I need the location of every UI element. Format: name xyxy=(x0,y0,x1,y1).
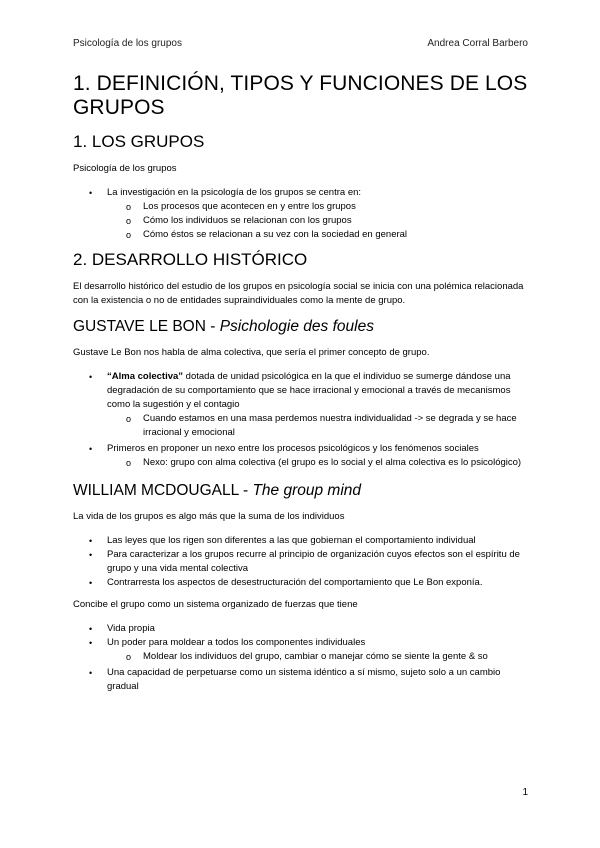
bullet-dot: • xyxy=(89,372,93,382)
sublist xyxy=(107,412,533,440)
sublist xyxy=(107,650,533,664)
list-item-text: Una capacidad de perpetuarse como un sistema idéntico a sí mismo, sujeto solo a un cambio gradual xyxy=(107,667,501,692)
bullet-dot: • xyxy=(89,188,93,198)
list-sistema xyxy=(73,622,533,694)
bullet-dot: • xyxy=(89,624,93,634)
header-right: Andrea Corral Barbero xyxy=(427,38,528,49)
section-heading-desarrollo: 2. DESARROLLO HISTÓRICO xyxy=(73,250,308,269)
list-item-text: Primeros en proponer un nexo entre los procesos psicológicos y los fenómenos sociales xyxy=(107,443,479,454)
paragraph-lebon: Gustave Le Bon nos habla de alma colectiva, que sería el primer concepto de grupo. xyxy=(73,347,430,358)
header-left: Psicología de los grupos xyxy=(73,38,182,49)
bullet-dot: • xyxy=(89,536,93,546)
bullet-dot: • xyxy=(89,638,93,648)
sublist-item xyxy=(107,214,533,228)
sublist xyxy=(107,200,533,242)
paragraph-desarrollo: El desarrollo histórico del estudio de los grupos en psicología social se inicia con una polémica relacionada con la existencia o no de entidades supraindividuales como la mente de grupo. xyxy=(73,281,524,306)
list-item-text: La investigación en la psicología de los grupos se centra en: xyxy=(107,187,362,198)
sublist-item xyxy=(107,456,533,470)
bullet-dot: • xyxy=(89,550,93,560)
bullet-circle: o xyxy=(126,414,132,424)
subheading-psicologia: Psicología de los grupos xyxy=(73,163,177,174)
sublist-item-text: Cuando estamos en una masa perdemos nuestra individualidad -> se degrada y se hace irracional y emocional xyxy=(143,413,517,438)
author-name: GUSTAVE LE BON - xyxy=(73,318,220,335)
work-title: Psichologie des foules xyxy=(219,318,374,335)
paragraph-concibe: Concibe el grupo como un sistema organizado de fuerzas que tiene xyxy=(73,599,358,610)
alma-colectiva-term: “Alma colectiva” xyxy=(107,371,184,382)
sublist-item xyxy=(107,412,533,440)
list-item xyxy=(73,622,533,636)
bullet-circle: o xyxy=(126,652,132,662)
bullet-circle: o xyxy=(126,216,132,226)
list-item-text: Para caracterizar a los grupos recurre al principio de organización cuyos efectos son el espíritu de grupo y una vida mental colectiva xyxy=(107,549,520,574)
sublist-item xyxy=(107,650,533,664)
page-number: 1 xyxy=(522,787,528,798)
sublist xyxy=(107,456,533,470)
sublist-item-text: Cómo los individuos se relacionan con los grupos xyxy=(143,215,352,226)
bullet-dot: • xyxy=(89,578,93,588)
list-item xyxy=(73,370,533,440)
section-heading-grupos: 1. LOS GRUPOS xyxy=(73,132,205,151)
bullet-dot: • xyxy=(89,444,93,454)
list-item xyxy=(73,666,533,694)
list-item xyxy=(73,534,533,548)
work-title: The group mind xyxy=(252,482,361,499)
list-grupos xyxy=(73,186,533,242)
list-item xyxy=(73,576,533,590)
bullet-dot: • xyxy=(89,668,93,678)
subsection-heading-mcdougall xyxy=(73,482,533,500)
list-item-text: dotada de unidad psicológica en la que el individuo se sumerge dándose una degradación de su comportamiento que se hace irracional y emocional a través de mecanismos como la sugestión y el contagio xyxy=(107,371,511,410)
sublist-item-text: Nexo: grupo con alma colectiva (el grupo es lo social y el alma colectiva es lo psicológico) xyxy=(143,457,522,468)
sublist-item-text: Los procesos que acontecen en y entre los grupos xyxy=(143,201,356,212)
bullet-circle: o xyxy=(126,230,132,240)
author-name: WILLIAM MCDOUGALL - xyxy=(73,482,253,499)
list-item-text: Las leyes que los rigen son diferentes a las que gobiernan el comportamiento individual xyxy=(107,535,476,546)
list-item xyxy=(73,548,533,576)
list-item-text: Contrarresta los aspectos de desestructuración del comportamiento que Le Bon exponía. xyxy=(107,577,483,588)
sublist-item xyxy=(107,228,533,242)
list-item xyxy=(73,636,533,664)
list-item-text: Un poder para moldear a todos los componentes individuales xyxy=(107,637,366,648)
page-content xyxy=(73,72,533,702)
sublist-item-text: Cómo éstos se relacionan a su vez con la sociedad en general xyxy=(143,229,408,240)
bullet-circle: o xyxy=(126,202,132,212)
list-item-text: Vida propia xyxy=(107,623,155,634)
list-lebon xyxy=(73,370,533,470)
sublist-item-text: Moldear los individuos del grupo, cambiar o manejar cómo se siente la gente & so xyxy=(143,651,488,662)
subsection-heading-lebon xyxy=(73,318,533,336)
paragraph-mcdougall: La vida de los grupos es algo más que la suma de los individuos xyxy=(73,511,345,522)
sublist-item xyxy=(107,200,533,214)
list-item xyxy=(73,186,533,242)
list-mcdougall xyxy=(73,534,533,590)
page-title: 1. DEFINICIÓN, TIPOS Y FUNCIONES DE LOS GRUPOS xyxy=(73,72,528,119)
bullet-circle: o xyxy=(126,458,132,468)
list-item xyxy=(73,442,533,470)
